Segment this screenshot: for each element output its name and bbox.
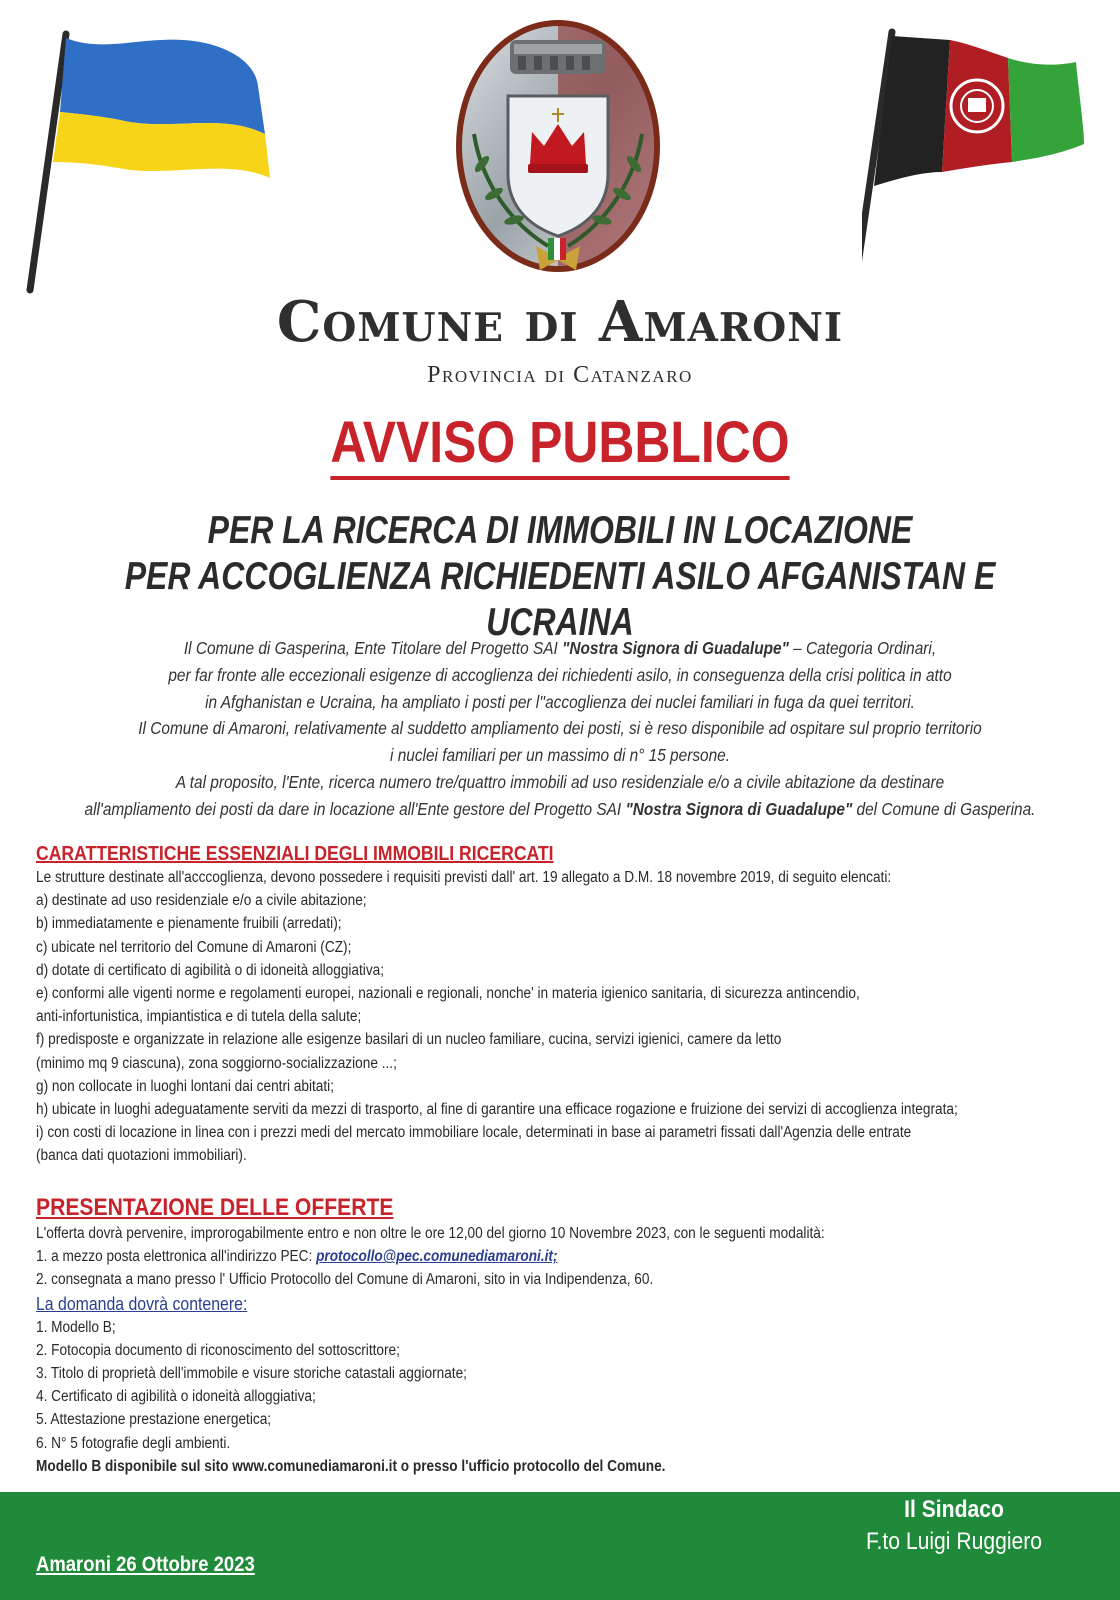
characteristics-section — [36, 842, 1096, 1168]
subtitle-line: PER LA RICERCA DI IMMOBILI IN LOCAZIONE — [207, 509, 913, 552]
characteristic-line: h) ubicate in luoghi adeguatamente serviti da mezzi di trasporto, al fine di garantire una efficace rogazione e fruizione dei servizi di accoglienza integrata; — [36, 1101, 958, 1119]
hand-delivery-line: 2. consegnata a mano presso l' Ufficio Protocollo del Comune di Amaroni, sito in via Indipendenza, 60. — [36, 1271, 654, 1289]
offers-section — [36, 1194, 1096, 1478]
afghanistan-flag-icon — [862, 26, 1112, 286]
characteristic-line: c) ubicate nel territorio del Comune di Amaroni (CZ); — [36, 938, 352, 956]
modello-b-note: Modello B disponibile sul sito www.comunediamaroni.it o presso l'ufficio protocollo del Comune. — [36, 1457, 666, 1475]
ukraine-flag-icon — [20, 28, 280, 298]
characteristic-line: Le strutture destinate all'acccoglienza, devono possedere i requisiti previsti dall' art. 19 allegato a D.M. 18 novembre 2019, di seguito elencati: — [36, 869, 892, 886]
characteristic-line: a) destinate ad uso residenziale e/o a civile abitazione; — [36, 892, 367, 910]
characteristic-line: b) immediatamente e pienamente fruibili (arredati); — [36, 915, 342, 933]
characteristic-line: (minimo mq 9 ciascuna), zona soggiorno-socializzazione ...; — [36, 1054, 397, 1072]
project-name: "Nostra Signora di Guadalupe" — [625, 798, 853, 819]
notice-subtitle — [101, 508, 1019, 646]
pec-email-link[interactable]: protocollo@pec.comunediamaroni.it; — [316, 1248, 558, 1266]
intro-line: in Afghanistan e Ucraina, ha ampliato i posti per l''accoglienza dei nuclei familiari in fuga da quei territori. — [205, 691, 915, 712]
requirement-item: 1. Modello B; — [36, 1318, 116, 1336]
notice-heading-text: AVVISO PUBBLICO — [330, 410, 789, 480]
page-title: Comune di Amaroni — [276, 289, 844, 355]
characteristic-line: (banca dati quotazioni immobiliari). — [36, 1147, 247, 1165]
intro-line: i nuclei familiari per un massimo di n° 15 persone. — [390, 745, 730, 766]
requirement-item: 5. Attestazione prestazione energetica; — [36, 1411, 272, 1429]
signer-title: Il Sindaco — [904, 1496, 1004, 1523]
notice-date: Amaroni 26 Ottobre 2023 — [36, 1553, 255, 1576]
province-subtitle: Provincia di Catanzaro — [427, 362, 693, 388]
pec-line — [36, 1245, 969, 1268]
characteristic-line: e) conformi alle vigenti norme e regolamenti europei, nazionali e regionali, nonche' in materia igienico sanitaria, di sicurezza antincendio, — [36, 985, 860, 1003]
characteristic-line: d) dotate di certificato di agibilità o di idoneità alloggiativa; — [36, 961, 385, 979]
intro-line: Il Comune di Amaroni, relativamente al suddetto ampliamento dei posti, si è reso disponibile ad ospitare sul proprio territorio — [138, 718, 982, 739]
characteristic-line: g) non collocate in luoghi lontani dai centri abitati; — [36, 1077, 335, 1095]
requirement-item: 6. N° 5 fotografie degli ambienti. — [36, 1434, 231, 1452]
characteristics-title: CARATTERISTICHE ESSENZIALI DEGLI IMMOBILI RICERCATI — [36, 843, 554, 865]
requirement-item: 4. Certificato di agibilità o idoneità alloggiativa; — [36, 1388, 316, 1406]
requirement-item: 3. Titolo di proprietà dell'immobile e visure storiche catastali aggiornate; — [36, 1365, 467, 1383]
offers-intro: L'offerta dovrà pervenire, improrogabilmente entro e non oltre le ore 12,00 del giorno 10 Novembre 2023, con le seguenti modalità: — [36, 1225, 825, 1242]
intro-text: all'ampliamento dei posti da dare in locazione all'Ente gestore del Progetto SAI — [84, 798, 626, 819]
intro-line — [67, 635, 1053, 662]
requirements-title: La domanda dovrà contenere: — [36, 1293, 248, 1314]
intro-text: del Comune di Gasperina. — [852, 798, 1036, 819]
intro-text: – Categoria Ordinari, — [788, 638, 937, 658]
requirement-item: 2. Fotocopia documento di riconoscimento del sottoscrittore; — [36, 1341, 400, 1359]
characteristic-line: i) con costi di locazione in linea con i prezzi medi del mercato immobiliare locale, determinati in base ai parametri fissati dall'Agenzia delle entrate — [36, 1124, 912, 1142]
coat-of-arms-icon — [452, 14, 664, 278]
intro-line: per far fronte alle eccezionali esigenze di accoglienza dei richiedenti asilo, in conseguenza della crisi politica in atto — [168, 664, 952, 685]
intro-paragraph — [0, 635, 1120, 823]
signer-name: F.to Luigi Ruggiero — [865, 1528, 1043, 1555]
characteristic-line: anti-infortunistica, impiantistica e di tutela della salute; — [36, 1008, 362, 1026]
offers-title: PRESENTAZIONE DELLE OFFERTE — [36, 1194, 394, 1221]
intro-line: A tal proposito, l'Ente, ricerca numero tre/quattro immobili ad uso residenziale e/o a civile abitazione da destinare — [175, 771, 945, 792]
notice-heading — [78, 412, 1041, 474]
project-name: "Nostra Signora di Guadalupe" — [562, 638, 789, 658]
intro-text: Il Comune di Gasperina, Ente Titolare del Progetto SAI — [183, 638, 563, 658]
pec-prefix: 1. a mezzo posta elettronica all'indirizzo PEC: — [36, 1248, 317, 1266]
signature-block — [834, 1494, 1074, 1558]
characteristic-line: f) predisposte e organizzate in relazione alle esigenze basilari di un nucleo familiare, cucina, servizi igienici, camere da letto — [36, 1031, 782, 1049]
intro-line — [67, 796, 1053, 823]
subtitle-line: PER ACCOGLIENZA RICHIEDENTI ASILO AFGANISTAN E UCRAINA — [124, 555, 996, 644]
